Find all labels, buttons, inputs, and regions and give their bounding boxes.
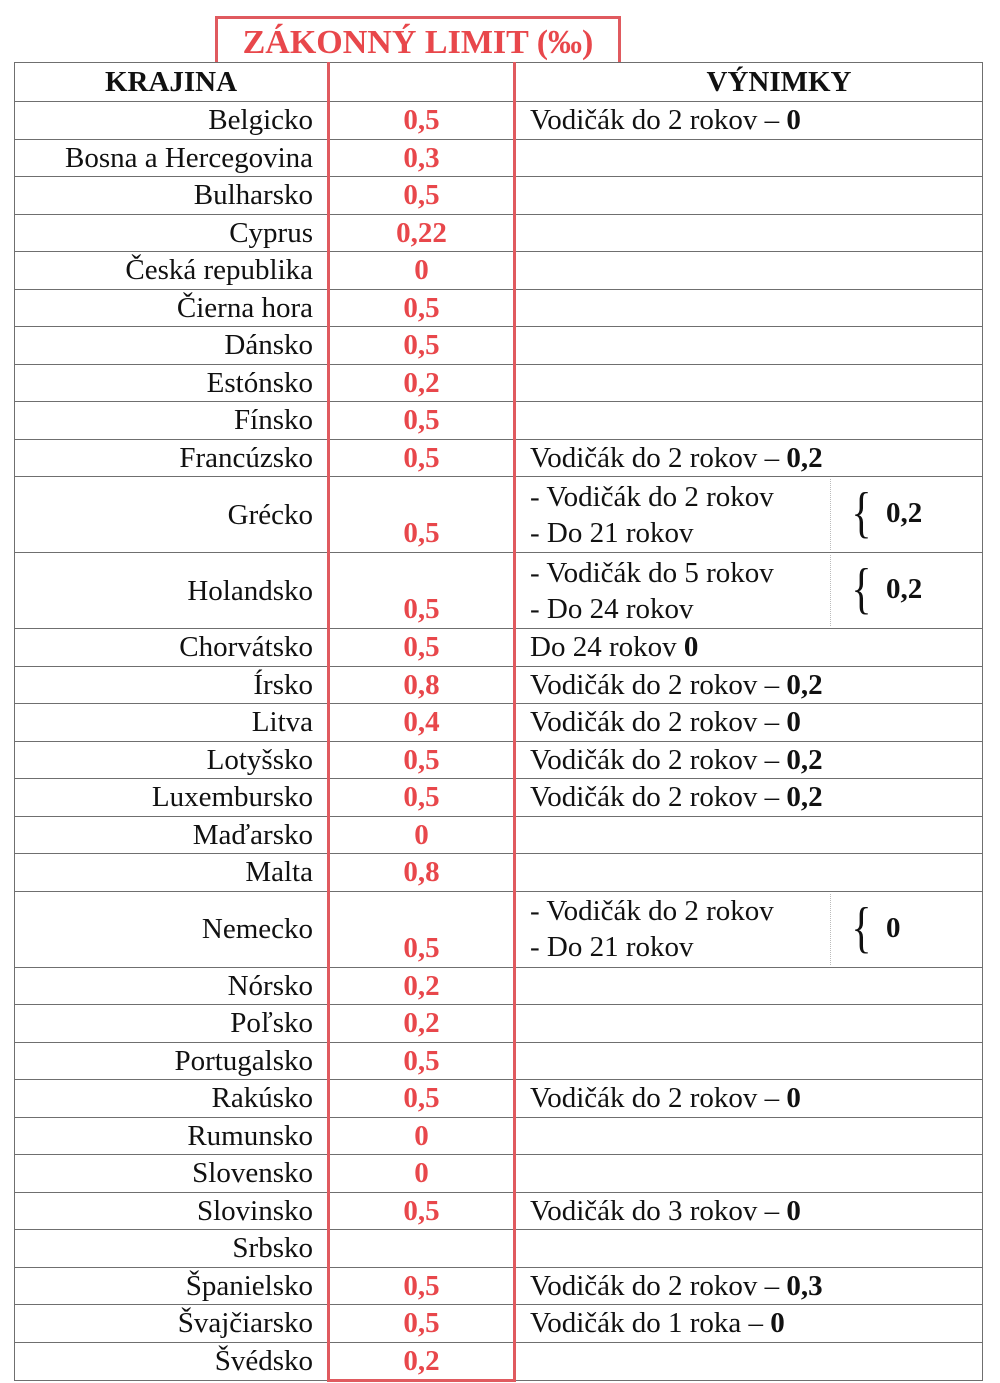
- exception-text: Vodičák do 3 rokov –: [530, 1194, 787, 1227]
- country-cell: Rumunsko: [15, 1117, 329, 1155]
- header-country: KRAJINA: [15, 63, 329, 102]
- exception-cell: [515, 854, 983, 892]
- exception-text: Vodičák do 2 rokov –: [530, 706, 787, 739]
- country-cell: Belgicko: [15, 102, 329, 140]
- country-cell: Francúzsko: [15, 439, 329, 477]
- table-header-row: [15, 63, 983, 102]
- limit-cell: 0,8: [329, 666, 515, 704]
- exception-cell: [515, 402, 983, 440]
- exception-value: 0,2: [886, 573, 923, 605]
- limit-cell: 0,2: [329, 1342, 515, 1381]
- limit-cell: 0,5: [329, 779, 515, 817]
- limit-cell: 0: [329, 1117, 515, 1155]
- limit-cell: 0,5: [329, 327, 515, 365]
- exception-cell: [515, 439, 983, 477]
- table-row: [15, 364, 983, 402]
- limit-cell: 0: [329, 816, 515, 854]
- country-cell: Estónsko: [15, 364, 329, 402]
- exception-value: 0,2: [886, 497, 923, 529]
- exception-text: Vodičák do 2 rokov –: [530, 781, 787, 814]
- table-row: [15, 102, 983, 140]
- country-cell: Španielsko: [15, 1267, 329, 1305]
- exception-cell: [515, 1342, 983, 1381]
- table-row: [15, 252, 983, 290]
- country-cell: Luxembursko: [15, 779, 329, 817]
- table-row: [15, 891, 983, 967]
- country-cell: Srbsko: [15, 1230, 329, 1268]
- table-row: [15, 1005, 983, 1043]
- limit-cell: 0,5: [329, 439, 515, 477]
- exception-line: - Do 24 rokov: [530, 592, 694, 625]
- limit-cell: 0,5: [329, 553, 515, 629]
- country-cell: Švédsko: [15, 1342, 329, 1381]
- country-cell: Slovinsko: [15, 1192, 329, 1230]
- exception-value: 0,2: [786, 441, 823, 474]
- country-cell: Lotyšsko: [15, 741, 329, 779]
- country-cell: Nórsko: [15, 967, 329, 1005]
- exception-cell: [515, 327, 983, 365]
- limit-column-title: ZÁKONNÝ LIMIT (‰): [215, 16, 621, 62]
- exception-cell: [515, 477, 983, 553]
- exception-value: 0,2: [786, 781, 823, 814]
- exception-line: - Vodičák do 5 rokov: [530, 556, 774, 589]
- limit-cell: 0,5: [329, 1267, 515, 1305]
- curly-brace-icon: {: [851, 558, 872, 620]
- limit-cell: 0,8: [329, 854, 515, 892]
- table-row: [15, 139, 983, 177]
- exception-value: 0,3: [786, 1269, 823, 1302]
- exception-cell: [515, 1192, 983, 1230]
- table-row: [15, 1042, 983, 1080]
- limit-cell: 0: [329, 1155, 515, 1193]
- country-cell: Portugalsko: [15, 1042, 329, 1080]
- country-cell: Rakúsko: [15, 1080, 329, 1118]
- limit-cell: 0,5: [329, 402, 515, 440]
- exception-cell: [515, 1042, 983, 1080]
- exception-group: [530, 555, 982, 626]
- limit-cell: 0,5: [329, 629, 515, 667]
- exception-text: Vodičák do 2 rokov –: [530, 668, 787, 701]
- limit-cell: 0: [329, 252, 515, 290]
- exception-cell: [515, 214, 983, 252]
- table-row: [15, 704, 983, 742]
- exception-value: 0: [886, 911, 901, 944]
- exception-text: Vodičák do 2 rokov –: [530, 1269, 787, 1302]
- country-cell: Bulharsko: [15, 177, 329, 215]
- exception-cell: [515, 553, 983, 629]
- country-cell: Dánsko: [15, 327, 329, 365]
- header-exceptions: VÝNIMKY: [515, 63, 983, 102]
- table-row: [15, 327, 983, 365]
- country-cell: Malta: [15, 854, 329, 892]
- exception-cell: [515, 704, 983, 742]
- table-row: [15, 439, 983, 477]
- exception-cell: [515, 289, 983, 327]
- country-cell: Poľsko: [15, 1005, 329, 1043]
- country-cell: Fínsko: [15, 402, 329, 440]
- table-row: [15, 1080, 983, 1118]
- limit-cell: 0,5: [329, 1192, 515, 1230]
- table-row: [15, 779, 983, 817]
- exception-value: 0: [786, 706, 801, 739]
- country-cell: Litva: [15, 704, 329, 742]
- exception-cell: [515, 1080, 983, 1118]
- table-row: [15, 1342, 983, 1381]
- country-cell: Nemecko: [15, 891, 329, 967]
- alcohol-limit-table: [14, 62, 983, 1382]
- exception-cell: [515, 967, 983, 1005]
- exception-cell: [515, 1117, 983, 1155]
- exception-cell: [515, 1305, 983, 1343]
- limit-cell: 0,2: [329, 364, 515, 402]
- country-cell: Chorvátsko: [15, 629, 329, 667]
- exception-value: 0,2: [786, 668, 823, 701]
- exception-line: - Vodičák do 2 rokov: [530, 480, 774, 513]
- exception-cell: [515, 177, 983, 215]
- country-cell: Holandsko: [15, 553, 329, 629]
- limit-cell: 0,2: [329, 967, 515, 1005]
- limit-cell: 0,5: [329, 891, 515, 967]
- limit-cell: 0,22: [329, 214, 515, 252]
- exception-cell: [515, 1230, 983, 1268]
- limit-cell: 0,5: [329, 289, 515, 327]
- exception-cell: [515, 1267, 983, 1305]
- country-cell: Švajčiarsko: [15, 1305, 329, 1343]
- table-row: [15, 553, 983, 629]
- exception-cell: [515, 816, 983, 854]
- table-row: [15, 1155, 983, 1193]
- header-limit: [329, 63, 515, 102]
- exception-cell: [515, 139, 983, 177]
- table-row: [15, 666, 983, 704]
- exception-cell: [515, 741, 983, 779]
- table-row: [15, 629, 983, 667]
- table-row: [15, 816, 983, 854]
- country-cell: Maďarsko: [15, 816, 329, 854]
- exception-cell: [515, 629, 983, 667]
- exception-text: Vodičák do 2 rokov –: [530, 104, 787, 137]
- exception-text: Do 24 rokov: [530, 631, 684, 664]
- exception-value: 0,2: [786, 743, 823, 776]
- exception-cell: [515, 891, 983, 967]
- exception-line: - Vodičák do 2 rokov: [530, 895, 774, 927]
- exception-text: Vodičák do 2 rokov –: [530, 743, 787, 776]
- curly-brace-icon: {: [851, 482, 872, 544]
- country-cell: Grécko: [15, 477, 329, 553]
- exception-text: Vodičák do 2 rokov –: [530, 441, 787, 474]
- exception-cell: [515, 252, 983, 290]
- country-cell: Bosna a Hercegovina: [15, 139, 329, 177]
- curly-brace-icon: {: [851, 896, 872, 959]
- exception-cell: [515, 1155, 983, 1193]
- country-cell: Írsko: [15, 666, 329, 704]
- exception-value: 0: [786, 1194, 801, 1227]
- table-row: [15, 402, 983, 440]
- limit-cell: 0,5: [329, 1080, 515, 1118]
- exception-group: [530, 894, 982, 965]
- exception-cell: [515, 666, 983, 704]
- limit-cell: 0,2: [329, 1005, 515, 1043]
- country-cell: Slovensko: [15, 1155, 329, 1193]
- exception-value: 0: [786, 1082, 801, 1115]
- exception-value: 0: [770, 1307, 785, 1340]
- table-row: [15, 1267, 983, 1305]
- table-row: [15, 1230, 983, 1268]
- exception-value: 0: [786, 104, 801, 137]
- limit-cell: 0,3: [329, 139, 515, 177]
- limit-cell: 0,5: [329, 477, 515, 553]
- exception-cell: [515, 364, 983, 402]
- limit-cell: 0,5: [329, 102, 515, 140]
- table-row: [15, 477, 983, 553]
- exception-cell: [515, 102, 983, 140]
- limit-cell: 0,5: [329, 1042, 515, 1080]
- limit-cell: 0,5: [329, 177, 515, 215]
- table-row: [15, 854, 983, 892]
- country-cell: Čierna hora: [15, 289, 329, 327]
- exception-line: - Do 21 rokov: [530, 516, 694, 549]
- table-row: [15, 741, 983, 779]
- limit-cell: 0,4: [329, 704, 515, 742]
- country-cell: Cyprus: [15, 214, 329, 252]
- limit-cell: 0,5: [329, 741, 515, 779]
- table-row: [15, 1117, 983, 1155]
- exception-text: Vodičák do 1 roka –: [530, 1307, 771, 1340]
- exception-group: [530, 479, 982, 550]
- table-row: [15, 967, 983, 1005]
- exception-text: Vodičák do 2 rokov –: [530, 1082, 787, 1115]
- exception-cell: [515, 779, 983, 817]
- limit-cell: 0,5: [329, 1305, 515, 1343]
- exception-value: 0: [683, 631, 699, 664]
- table-row: [15, 1192, 983, 1230]
- exception-cell: [515, 1005, 983, 1043]
- limit-cell: [329, 1230, 515, 1268]
- table-row: [15, 214, 983, 252]
- table-row: [15, 289, 983, 327]
- exception-line: - Do 21 rokov: [530, 931, 694, 963]
- table-row: [15, 1305, 983, 1343]
- table-row: [15, 177, 983, 215]
- country-cell: Česká republika: [15, 252, 329, 290]
